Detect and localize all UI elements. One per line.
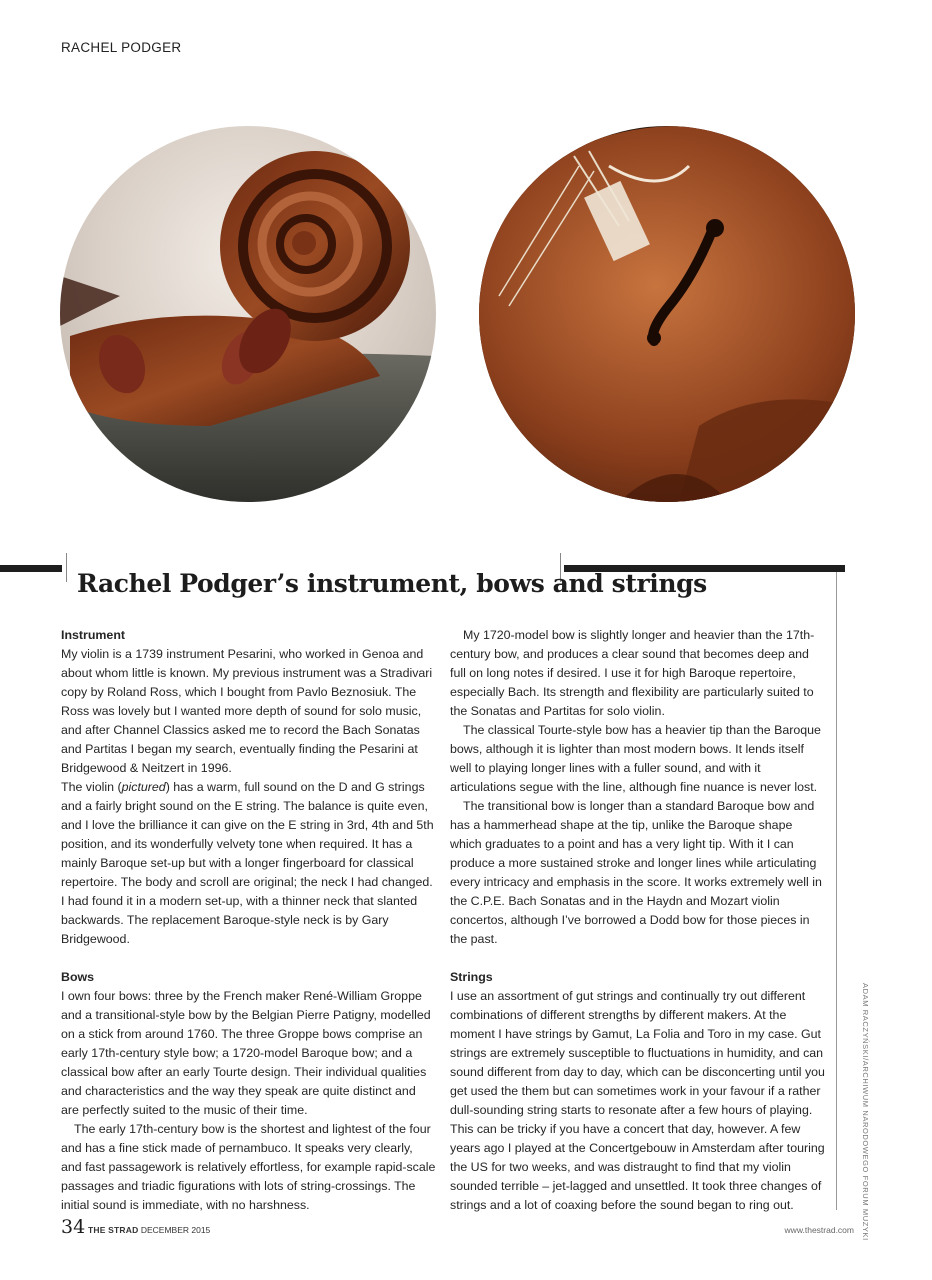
instrument-paragraph-1: My violin is a 1739 instrument Pesarini, who worked in Genoa and about whom little is known. My previous instrument was a Stradivari copy by Roland Ross, which I bought from Pavlo Beznosiuk. The Ross was lovely but I wanted more depth of sound for solo music, and after Channel Classics asked me to record the Bach Sonatas and Partitas I began my search, eventually finding the Pesarini at Bridgewood & Neitzert in 1996. bbox=[61, 647, 433, 775]
instrument-paragraph-2-rest: ) has a warm, full sound on the D and G strings and a fairly bright sound on the E string. The balance is quite even, and I love the brilliance it can give on the E string in 3rd, 4th and 5th position, and its wonderfully velvety tone when required. It has a mainly Baroque set-up but with a longer fingerboard for classical repertoire. The body and scroll are original; the neck I had changed. I had found it in a modern set-up, with a thinner neck that slanted backwards. The replacement Baroque-style neck is by Gary Bridgewood. bbox=[61, 780, 434, 946]
violin-scroll-illustration bbox=[60, 126, 436, 502]
bows-paragraph-1: I own four bows: three by the French maker René-William Groppe and a transitional-style bow by the Belgian Pierre Patigny, modelled on a stick from around 1760. The three Groppe bows comprise an early 17th-century style bow; a 1720-model Baroque bow; and a classical bow after an early Tourte design. Their individual qualities and characteristics and the way they speak are quite distinct and are perfectly suited to the music of their time. bbox=[61, 989, 431, 1117]
strings-paragraph: I use an assortment of gut strings and continually try out different combinations of different strengths by different makers. At the moment I have strings by Gamut, La Folia and Toro in my case. Gut strings are extremely susceptible to fluctuations in humidity, and can sound different from day to day, which can be disconcerting until you get used the them but can sometimes work in your favour if a rather dull-sounding string starts to resonate after a few hours of playing. This can be tricky if you have a concert that day, however. A few years ago I played at the Concertgebouw in Amsterdam after touring the US for two weeks, and was distraught to find that my violin sounded terrible – jet-lagged and unsettled. It took three changes of strings and a lot of coaxing before the sound began to ring out. bbox=[450, 989, 825, 1212]
page-number: 34 bbox=[61, 1216, 86, 1238]
violin-scroll-photo bbox=[60, 126, 436, 502]
violin-body-illustration bbox=[479, 126, 855, 502]
instrument-heading: Instrument bbox=[61, 628, 126, 642]
title-bracket-left bbox=[66, 553, 67, 582]
bows-paragraph-5: The transitional bow is longer than a standard Baroque bow and has a hammerhead shape at the tip, unlike the Baroque shape which graduates to a point and has a very light tip. With it I can produce a more sustained stroke and longer lines while articulating every intricacy and emphasis in the score. It works extremely well in the C.P.E. Bach Sonatas and in the Haydn and Mozart violin concertos, although I’ve borrowed a Dodd bow for those pieces in the past. bbox=[450, 799, 822, 946]
instrument-paragraph-2-start: The violin ( bbox=[61, 780, 122, 794]
right-column bbox=[450, 626, 825, 1215]
running-head: RACHEL PODGER bbox=[61, 40, 182, 55]
magazine-name: THE STRAD bbox=[88, 1225, 139, 1235]
website-url: www.thestrad.com bbox=[784, 1225, 854, 1235]
instrument-paragraph-2 bbox=[61, 778, 436, 949]
bows-heading: Bows bbox=[61, 970, 95, 984]
title-rule-left bbox=[0, 565, 62, 572]
bows-paragraph-3: My 1720-model bow is slightly longer and heavier than the 17th-century bow, and produces a clear sound that becomes deep and full on long notes if desired. I use it for high Baroque repertoire, especially Bach. Its strength and flexibility are particularly suited to the Sonatas and Partitas for solo violin. bbox=[450, 628, 815, 718]
column-rule bbox=[836, 572, 837, 1210]
strings-heading: Strings bbox=[450, 970, 493, 984]
issue-date: DECEMBER 2015 bbox=[140, 1225, 211, 1235]
bows-paragraph-4: The classical Tourte-style bow has a heavier tip than the Baroque bows, although it is lighter than most modern bows. It lends itself well to playing longer lines with a fuller sound, and with it articulations segue with the line, although fine nuance is never lost. bbox=[450, 723, 821, 794]
bows-paragraph-2: The early 17th-century bow is the shortest and lightest of the four and has a fine stick made of pernambuco. It speaks very clearly, and fast passagework is relatively effortless, for example rapid-scale passages and triadic figurations with lots of string-crossings. The initial sound is immediate, with no harshness. bbox=[61, 1122, 436, 1212]
pictured-note: pictured bbox=[121, 780, 166, 794]
left-column bbox=[61, 626, 436, 1215]
photo-credit: ADAM RACZYŃSKI/ARCHIWUM NARODOWEGO FORUM MUZYKI bbox=[861, 983, 870, 1241]
magazine-info bbox=[88, 1225, 210, 1235]
section-title: Rachel Podger’s instrument, bows and strings bbox=[77, 568, 707, 598]
violin-body-photo bbox=[479, 126, 855, 502]
